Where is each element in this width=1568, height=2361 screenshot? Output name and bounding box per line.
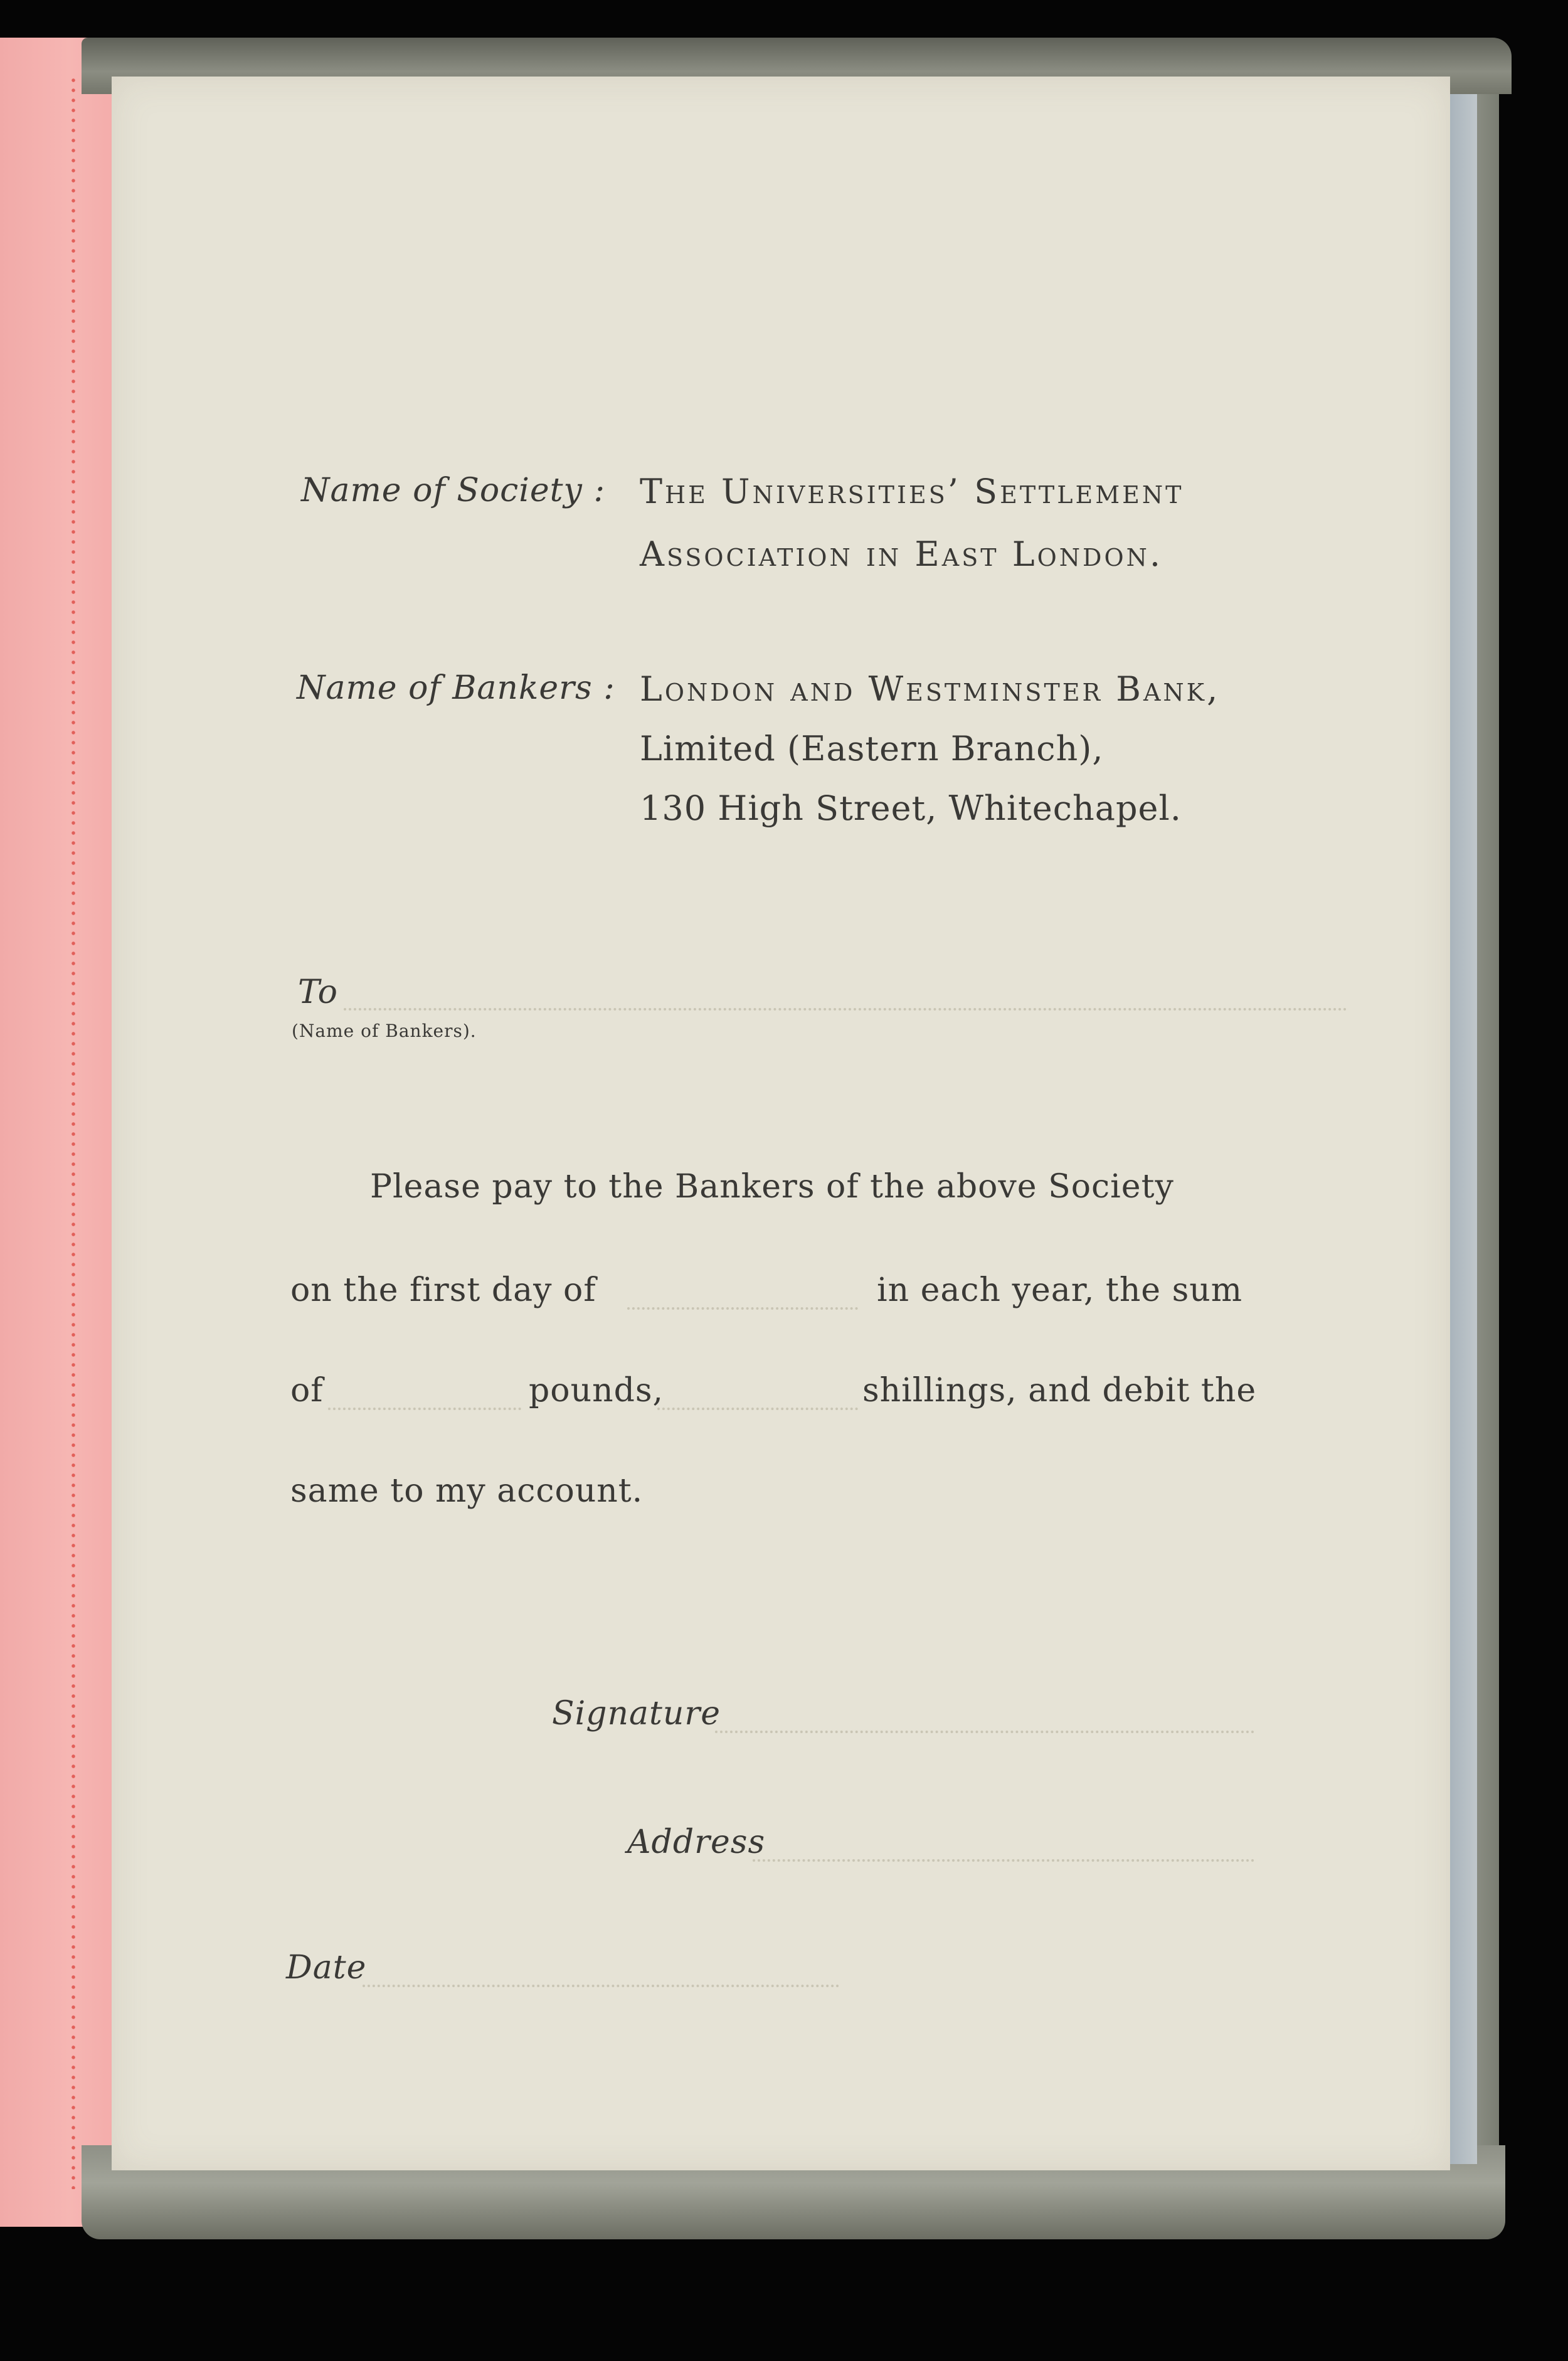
pink-counterfoil-stub (0, 38, 116, 2227)
pounds-field[interactable] (328, 1408, 521, 1410)
society-name-line1: The Universities’ Settlement (640, 472, 1184, 511)
instruction-line2-start: on the first day of (290, 1271, 596, 1309)
date-label: Date (286, 1949, 367, 1987)
society-name-line2: Association in East London. (640, 534, 1163, 574)
month-field[interactable] (627, 1307, 858, 1310)
to-label: To (298, 974, 338, 1011)
date-field[interactable] (363, 1985, 839, 1987)
perforation-line (70, 75, 77, 2189)
address-field[interactable] (753, 1859, 1254, 1862)
form-page (112, 77, 1450, 2170)
instruction-line3-end: shillings, and debit the (862, 1372, 1257, 1409)
bankers-name-line2: Limited (Eastern Branch), (640, 729, 1104, 768)
instruction-line2-end: in each year, the sum (877, 1271, 1243, 1309)
to-bankers-field[interactable] (344, 1008, 1347, 1011)
pounds-word: pounds, (529, 1372, 664, 1409)
instruction-line1: Please pay to the Bankers of the above Society (370, 1168, 1174, 1206)
signature-field[interactable] (715, 1731, 1254, 1733)
instruction-line3-of: of (290, 1372, 324, 1409)
bankers-address: 130 High Street, Whitechapel. (640, 788, 1182, 828)
bankers-name-line1: London and Westminster Bank, (640, 669, 1221, 709)
society-label: Name of Society : (301, 472, 605, 509)
bankers-label: Name of Bankers : (297, 669, 615, 707)
to-bankers-note: (Name of Bankers). (292, 1021, 477, 1041)
instruction-line4: same to my account. (290, 1472, 644, 1510)
signature-label: Signature (552, 1695, 721, 1732)
shillings-field[interactable] (657, 1408, 858, 1410)
address-label: Address (627, 1823, 766, 1861)
